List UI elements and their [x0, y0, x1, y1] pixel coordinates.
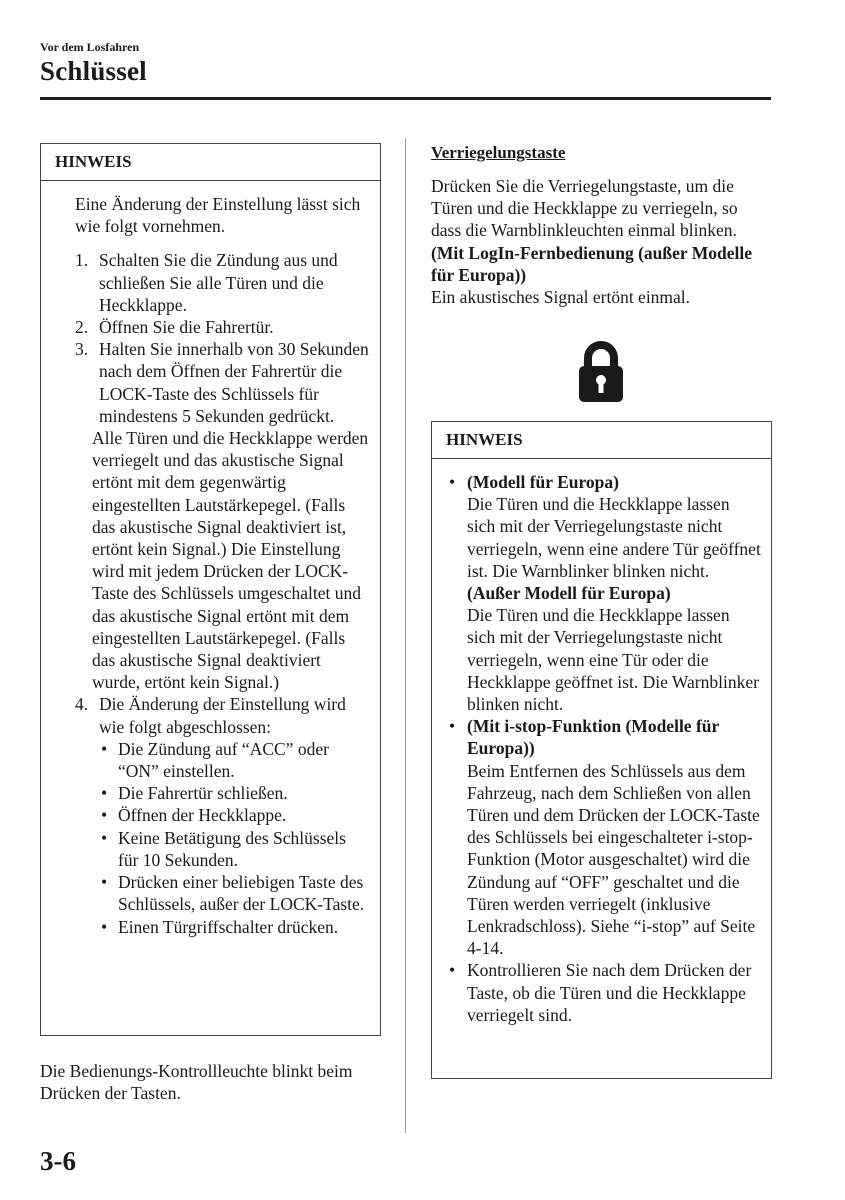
list-item: • Die Zündung auf “ACC” oder “ON” einstellen. — [101, 738, 329, 782]
step-item: 1. Schalten Sie die Zündung aus und schließen Sie alle Türen und die Heckklappe. — [75, 250, 338, 315]
list-item: • (Mit i-stop-Funktion (Modelle für Europa)) Beim Entfernen des Schlüssels aus dem Fahrzeug, nach dem Schließen von allen Türen und dem Drücken der LOCK-Taste des Schlüssels bei eingeschalteter i-stop-Funktion (Motor ausgeschaltet) wird die Zündung auf “OFF” geschaltet und die Türen werden verriegelt (inklusive Lenkradschloss). Siehe “i-stop” auf Seite 4-14. — [449, 716, 760, 959]
bottom-note: Die Bedienungs-Kontrollleuchte blinkt beim Drücken der Tasten. — [40, 1061, 353, 1104]
notice-box-left — [40, 143, 381, 1036]
step4-bullets — [99, 738, 370, 938]
lock-button-paragraph: Drücken Sie die Verriegelungstaste, um die Türen und die Heckklappe zu verriegeln, so dass die Warnblinkleuchten einmal blinken. (Mit LogIn-Fernbedienung (außer Modelle für Europa)) Ein akustisches Signal ertönt einmal. — [431, 176, 752, 308]
page-title: Schlüssel — [40, 56, 147, 86]
notice-bullets — [446, 471, 761, 1026]
notice-heading: HINWEIS — [41, 144, 380, 181]
list-item: • Öffnen der Heckklappe. — [101, 805, 287, 826]
list-item: • Die Fahrertür schließen. — [101, 783, 288, 804]
column-divider — [405, 138, 406, 1133]
step3-continuation: Alle Türen und die Heckklappe werden verriegelt und das akustische Signal ertönt mit dem gegenwärtig eingestellten Lautstärkepegel. (Falls das akustische Signal deaktiviert ist, ertönt kein Signal.) Die Einstellung wird mit jedem Drücken der LOCK-Taste des Schlüssels umgeschaltet und das akustische Signal ertönt mit dem eingestellten Lautstärkepegel. (Falls das akustische Signal deaktiviert wurde, ertönt kein Signal.) — [92, 428, 369, 693]
list-item: • Kontrollieren Sie nach dem Drücken der Taste, ob die Türen und die Heckklappe verriegelt sind. — [449, 960, 752, 1025]
steps-list — [75, 693, 370, 937]
notice-box-right — [431, 421, 772, 1079]
section-heading-lock-button: Verriegelungstaste — [431, 143, 566, 162]
list-item: • (Modell für Europa) Die Türen und die Heckklappe lassen sich mit der Verriegelungstaste nicht verriegeln, wenn eine andere Tür geöffnet ist. Die Warnblinker blinken nicht. (Außer Modell für Europa) Die Türen und die Heckklappe lassen sich mit der Verriegelungstaste nicht verriegeln, wenn eine Tür oder die Heckklappe geöffnet ist. Die Warnblinker blinken nicht. — [449, 472, 761, 715]
notice-intro: Eine Änderung der Einstellung lässt sich wie folgt vornehmen. — [75, 194, 361, 237]
list-item: • Keine Betätigung des Schlüssels für 10 Sekunden. — [101, 827, 346, 870]
step-item: 4. Die Änderung der Einstellung wird wie folgt abgeschlossen: • Die Zündung auf “ACC” oder “ON” einstellen. • Die Fahrertür schließen. • Öffnen der Heckklappe. • Keine Betätigung des Schlüssels für 10 Sekunden. • Drücken einer beliebigen Taste des Schlüssels, außer der LOCK-Taste. • Einen Türgriffschalter drücken. — [75, 693, 370, 937]
list-item: • Einen Türgriffschalter drücken. — [101, 916, 339, 937]
list-item: • Drücken einer beliebigen Taste des Schlüssels, außer der LOCK-Taste. — [101, 872, 365, 915]
page-number: 3-6 — [40, 1146, 76, 1176]
padlock-icon — [577, 340, 625, 402]
step-item: 3. Halten Sie innerhalb von 30 Sekunden nach dem Öffnen der Fahrertür die LOCK-Taste des Schlüssels für mindestens 5 Sekunden gedrückt. — [75, 339, 369, 426]
step-item: 2. Öffnen Sie die Fahrertür. — [75, 317, 274, 338]
notice-heading: HINWEIS — [432, 422, 771, 459]
steps-list — [75, 249, 370, 427]
section-label: Vor dem Losfahren — [40, 40, 140, 54]
title-rule — [40, 97, 771, 100]
